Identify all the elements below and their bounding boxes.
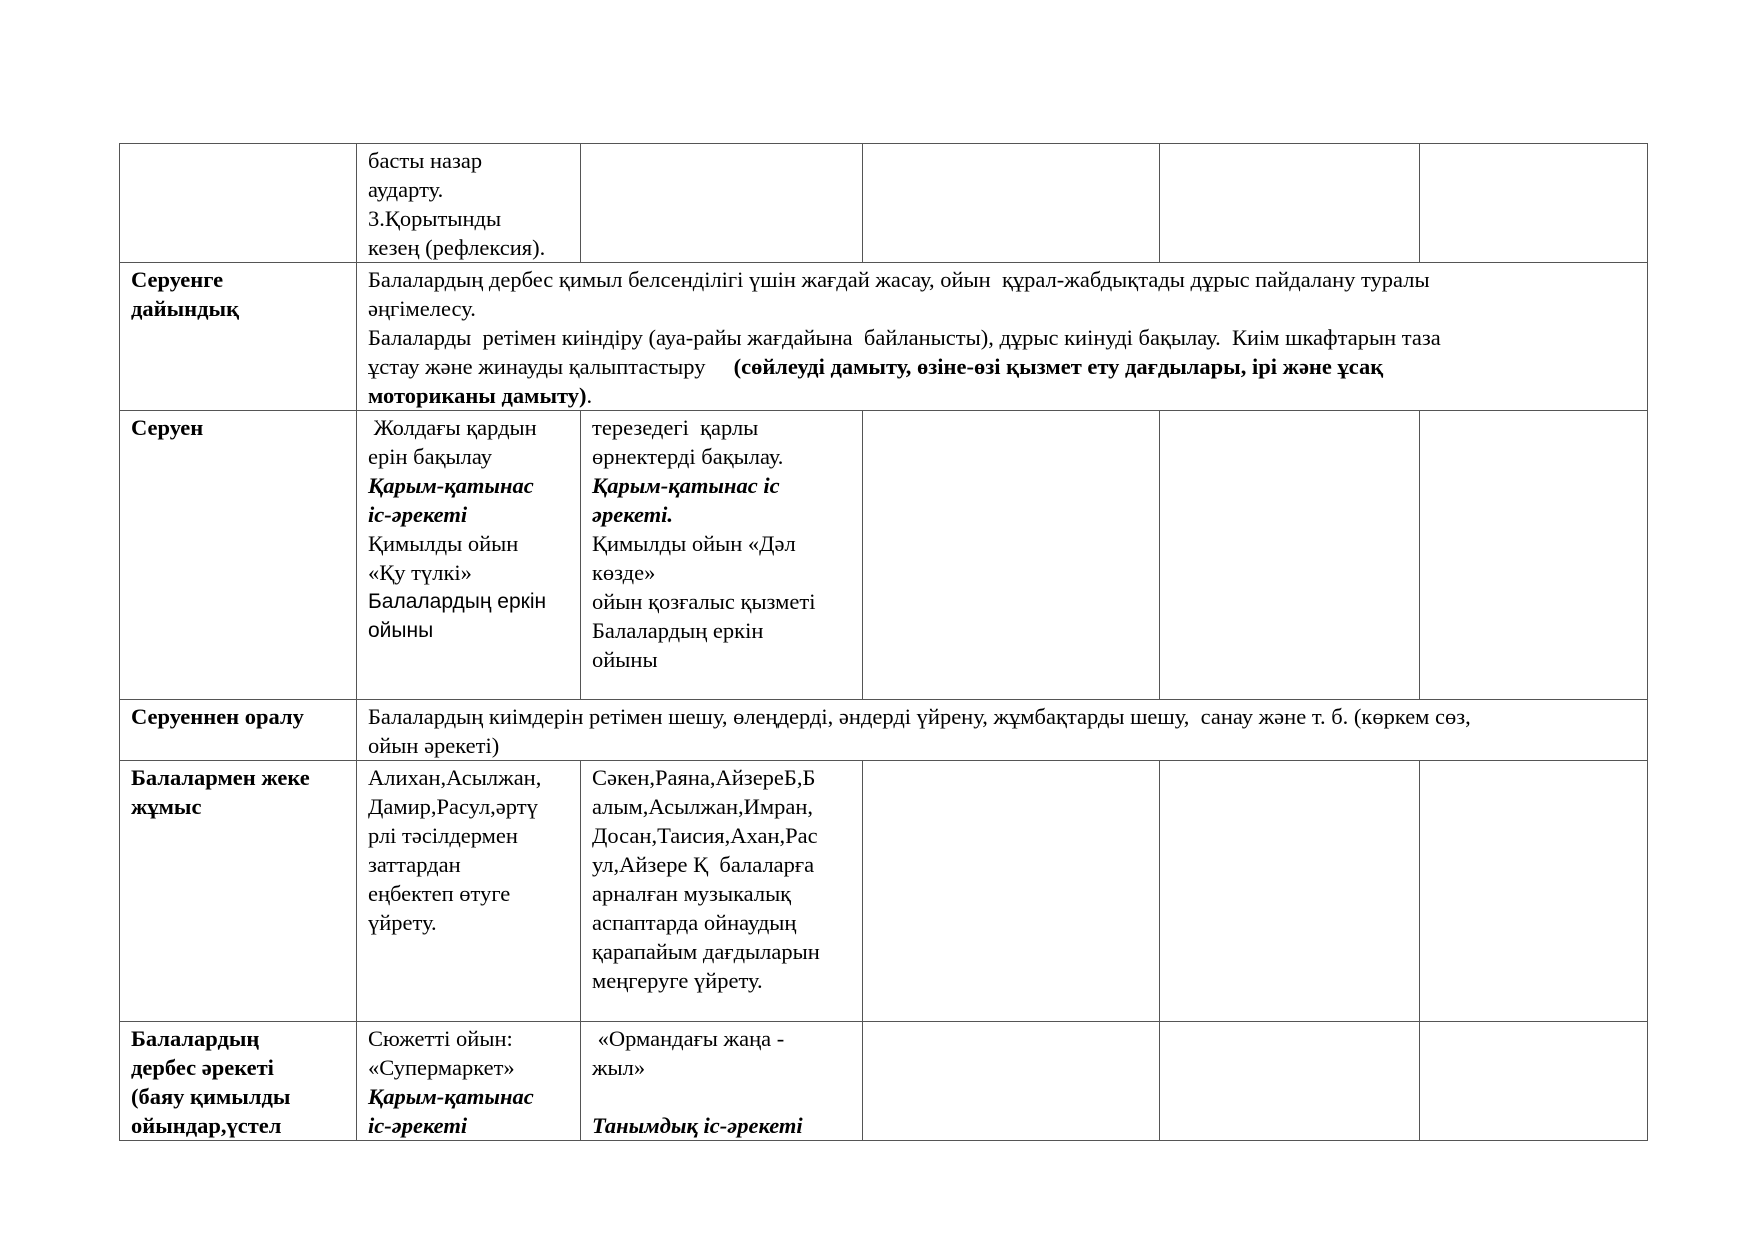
row-label-cell: Балалардың дербес әрекеті (баяу қимылды ойындар,үстел: [120, 1022, 357, 1141]
friday-cell: [1420, 144, 1648, 263]
table-row: [120, 263, 1648, 411]
tuesday-cell: «Ормандағы жаңа - жыл» Танымдық іс-әрекеті: [581, 1022, 863, 1141]
schedule-table: [119, 143, 1648, 1141]
thursday-cell: [1160, 1022, 1420, 1141]
wednesday-cell: [863, 761, 1160, 1022]
friday-cell: [1420, 761, 1648, 1022]
wednesday-cell: [863, 144, 1160, 263]
friday-cell: [1420, 1022, 1648, 1141]
friday-cell: [1420, 411, 1648, 700]
monday-cell: Жолдағы қардын ерін бақылау Қарым-қатынас іс-әрекеті Қимылды ойын «Қу түлкі» Балалардың еркін ойыны: [357, 411, 581, 700]
merged-content-cell: Балалардың киімдерін ретімен шешу, өлеңдерді, әндерді үйрену, жұмбақтарды шешу, санау және т. б. (көркем сөз, ойын әрекеті): [357, 700, 1648, 761]
table-row: [120, 761, 1648, 1022]
table-row: [120, 700, 1648, 761]
tuesday-cell: [581, 144, 863, 263]
row-label-cell: Балалармен жеке жұмыс: [120, 761, 357, 1022]
monday-cell: Сюжетті ойын: «Супермаркет» Қарым-қатынас іс-әрекеті: [357, 1022, 581, 1141]
table-row: [120, 411, 1648, 700]
tuesday-cell: Сәкен,Раяна,АйзереБ,Б алым,Асылжан,Имран, Досан,Таисия,Ахан,Рас ул,Айзере Қ балаларға арналған музыкалық аспаптарда ойнаудың қарапайым дағдыларын меңгеруге үйрету.: [581, 761, 863, 1022]
merged-content-cell: Балалардың дербес қимыл белсенділігі үшін жағдай жасау, ойын құрал-жабдықтады дұрыс пайдалану туралы әңгімелесу. Балаларды ретімен киіндіру (ауа-райы жағдайына байланысты), дұрыс киінуді бақылау. Киім шкафтарын таза ұстау және жинауды қалыптастыру (сөйлеуді дамыту, өзіне-өзі қызмет ету дағдылары, ірі және ұсақ моториканы дамыту).: [357, 263, 1648, 411]
row-label-cell: Серуен: [120, 411, 357, 700]
thursday-cell: [1160, 144, 1420, 263]
table-row: [120, 1022, 1648, 1141]
wednesday-cell: [863, 411, 1160, 700]
monday-cell: Алихан,Асылжан, Дамир,Расул,әртү рлі тәсілдермен заттардан еңбектеп өтуге үйрету.: [357, 761, 581, 1022]
row-label-cell: Серуенге дайындық: [120, 263, 357, 411]
thursday-cell: [1160, 761, 1420, 1022]
table-row: [120, 144, 1648, 263]
wednesday-cell: [863, 1022, 1160, 1141]
row-label-cell: [120, 144, 357, 263]
tuesday-cell: терезедегі қарлы өрнектерді бақылау. Қарым-қатынас іс әрекеті. Қимылды ойын «Дәл көзде» ойын қозғалыс қызметі Балалардың еркін ойыны: [581, 411, 863, 700]
row-label-cell: Серуеннен оралу: [120, 700, 357, 761]
thursday-cell: [1160, 411, 1420, 700]
monday-cell: басты назар аударту. 3.Қорытынды кезең (рефлексия).: [357, 144, 581, 263]
